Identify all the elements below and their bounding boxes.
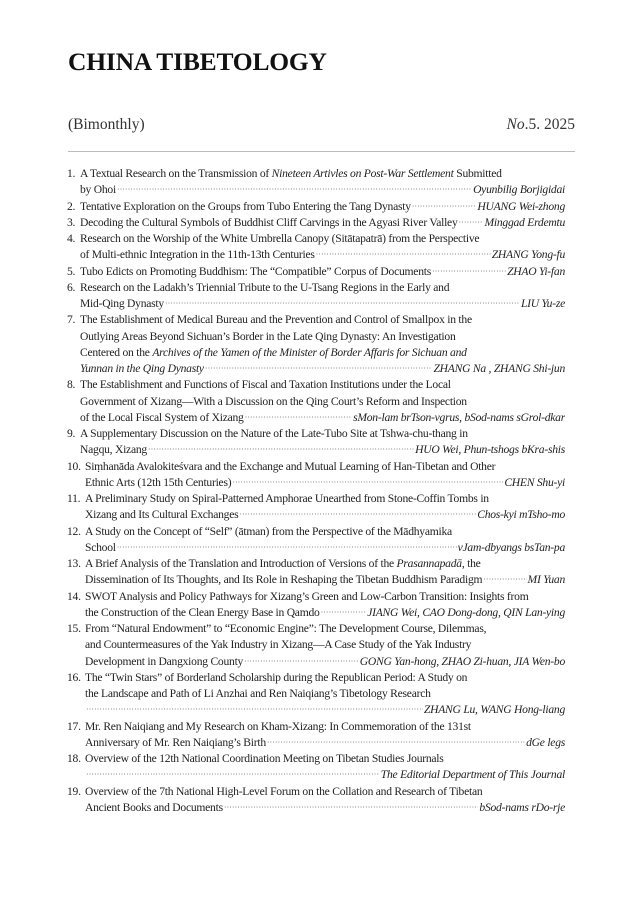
entry-title-text: [80, 231, 479, 247]
title-segment: The Establishment of Medical Bureau and the Prevention and Control of Smallpox in the: [80, 313, 472, 327]
entry-author: LIU Yu-ze: [520, 297, 565, 310]
entry-number: 17.: [67, 719, 81, 733]
entry-title-text: [85, 735, 266, 751]
entry-title-text: [85, 751, 444, 767]
title-segment: Anniversary of Mr. Ren Naiqiang’s Birth: [85, 735, 266, 749]
table-of-contents: [67, 166, 565, 816]
entry-title-text: [85, 524, 452, 540]
title-segment: of the Local Fiscal System of Xizang: [80, 410, 244, 424]
entry-line: [80, 215, 565, 231]
title-segment: Outlying Areas Beyond Sichuan’s Border in the Late Qing Dynasty: An Investigation: [80, 329, 456, 343]
entry-number: 12.: [67, 524, 81, 538]
entry-author: bSod-nams rDo-rje: [479, 800, 565, 814]
title-segment: A Supplementary Discussion on the Nature of the Late-Tubo Site at Tshwa-chu-thang in: [80, 427, 468, 440]
issue-number: [507, 116, 575, 134]
entry-line: [80, 345, 565, 361]
title-segment: Research on the Ladakh’s Triennial Tribute to the U-Tsang Regions in the Early and: [80, 280, 450, 294]
entry-line: [85, 670, 565, 686]
entry-author: HUANG Wei-zhong: [477, 199, 565, 213]
entry-line: [85, 637, 565, 653]
title-segment: A Study on the Concept of “Self” (ātman) from the Perspective of the Mādhyamika: [85, 524, 452, 538]
dot-leader: [117, 540, 457, 556]
title-segment: A Textual Research on the Transmission of: [80, 167, 272, 180]
entry-title-text: [85, 719, 471, 735]
entry-title-text: [85, 572, 482, 588]
toc-entry[interactable]: [67, 264, 565, 280]
entry-number: 18.: [67, 752, 81, 765]
entry-title-text: [85, 800, 223, 816]
entry-author: sMon-lam brTson-vgrus, bSod-nams sGrol-dkar: [353, 410, 565, 424]
entry-author: Minggad Erdemtu: [484, 215, 565, 229]
entry-title-text: [80, 247, 315, 263]
entry-line: [85, 605, 565, 621]
entry-title-text: [80, 426, 468, 442]
title-segment: Nagqu, Xizang: [80, 443, 147, 457]
entry-title-text: [80, 215, 458, 231]
entry-author: HUO Wei, Phun-tshogs bKra-shis: [415, 443, 565, 457]
entry-line: [80, 247, 565, 263]
entry-line: [80, 199, 565, 215]
entry-author: vJam-dbyangs bsTan-pa: [457, 540, 565, 554]
entry-title-text: [85, 621, 486, 637]
entry-title-text: [80, 410, 244, 426]
entry-title-text: [85, 637, 471, 653]
header-divider: [68, 151, 575, 152]
dot-leader: [117, 182, 472, 198]
entry-line: [85, 524, 565, 540]
dot-leader: [165, 296, 520, 312]
title-segment: Siṃhanāda Avalokiteśvara and the Exchange and Mutual Learning of Han-Tibetan and Other: [85, 459, 496, 473]
entry-title-text: [85, 540, 116, 556]
entry-title-text: [85, 784, 482, 800]
italic-title-segment: Nineteen Artivles on Post-War Settlement: [271, 167, 454, 180]
entry-title-text: [80, 264, 431, 280]
title-segment: , the: [461, 557, 481, 570]
dot-leader: [86, 767, 380, 783]
title-segment: From “Natural Endowment” to “Economic Engine”: The Development Course, Dilemmas,: [85, 622, 487, 635]
entry-title-text: [80, 280, 449, 296]
entry-number: 2.: [67, 199, 76, 213]
entry-title-text: [80, 345, 467, 361]
toc-entry[interactable]: [67, 556, 565, 589]
entry-title-text: [80, 377, 451, 393]
dot-leader: [245, 410, 353, 426]
entry-title-text: [85, 556, 481, 572]
dot-leader: [86, 702, 423, 718]
title-segment: Submitted: [453, 167, 502, 180]
title-segment: A Preliminary Study on Spiral-Patterned Amphorae Unearthed from Stone-Coffin Tombs in: [85, 492, 489, 505]
toc-entry[interactable]: [67, 524, 565, 557]
entry-number: 5.: [67, 264, 76, 278]
entry-line: [85, 621, 565, 637]
title-segment: Development in Dangxiong County: [85, 654, 244, 668]
journal-title: CHINA TIBETOLOGY: [68, 47, 327, 76]
italic-title-segment: Prasannapadā: [396, 557, 462, 570]
entry-title-text: [85, 491, 489, 507]
entry-line: [85, 686, 565, 702]
dot-leader: [244, 654, 359, 670]
entry-line: [80, 280, 565, 296]
title-segment: the Construction of the Clean Energy Base in Qamdo: [85, 605, 320, 619]
title-segment: Dissemination of Its Thoughts, and Its Role in Reshaping the Tibetan Buddhism Paradigm: [85, 573, 483, 587]
entry-line: [80, 426, 565, 442]
entry-title-text: [80, 166, 502, 182]
entry-title-text: [85, 459, 495, 475]
title-segment: of Multi-ethnic Integration in the 11th-13th Centuries: [80, 248, 315, 262]
entry-line: [80, 442, 565, 458]
entry-title-text: [85, 605, 320, 621]
title-segment: The “Twin Stars” of Borderland Scholarship during the Republican Period: A Study on: [85, 670, 468, 684]
toc-entry[interactable]: [67, 280, 565, 313]
dot-leader: [459, 215, 484, 231]
entry-author: CHEN Shu-yi: [504, 475, 565, 489]
dot-leader: [232, 475, 503, 491]
entry-number: 11.: [67, 492, 81, 505]
entry-title-text: [85, 475, 231, 491]
entry-line: [80, 182, 565, 198]
italic-title-segment: Archives of the Yamen of the Minister of Border Affaris for Sichuan and: [152, 345, 467, 359]
dot-leader: [205, 361, 433, 377]
title-segment: A Brief Analysis of the Translation and Introduction of Versions of the: [85, 557, 397, 570]
entry-line: [85, 784, 565, 800]
toc-entry[interactable]: [67, 751, 565, 784]
dot-leader: [239, 507, 476, 523]
dot-leader: [432, 264, 506, 280]
title-segment: Overview of the 7th National High-Level Forum on the Collation and Research of Tibetan: [85, 784, 483, 798]
entry-number: 16.: [67, 670, 81, 684]
entry-line: [85, 540, 565, 556]
entry-number: 14.: [67, 589, 81, 603]
title-segment: Ethnic Arts (12th 15th Centuries): [85, 475, 232, 489]
entry-title-text: [80, 329, 456, 345]
entry-line: [80, 231, 565, 247]
entry-line: [85, 767, 565, 783]
entry-line: [85, 751, 565, 767]
title-segment: the Landscape and Path of Li Anzhai and Ren Naiqiang’s Tibetology Research: [85, 687, 431, 700]
title-segment: Tubo Edicts on Promoting Buddhism: The “Compatible” Corpus of Documents: [80, 264, 431, 278]
entry-line: [85, 507, 565, 523]
title-segment: Overview of the 12th National Coordination Meeting on Tibetan Studies Journals: [85, 752, 444, 765]
entry-title-text: [85, 670, 467, 686]
entry-line: [85, 491, 565, 507]
entry-title-text: [80, 394, 467, 410]
issue-info-row: [68, 116, 575, 134]
issue-prefix: No: [506, 116, 525, 133]
toc-entry[interactable]: [67, 312, 565, 377]
entry-title-text: [80, 312, 472, 328]
dot-leader: [267, 735, 525, 751]
toc-entry[interactable]: [67, 670, 565, 719]
dot-leader: [412, 199, 477, 215]
entry-line: [80, 264, 565, 280]
entry-title-text: [85, 686, 431, 702]
toc-entry[interactable]: [67, 459, 565, 492]
toc-entry[interactable]: [67, 784, 565, 817]
entry-number: 3.: [67, 215, 76, 229]
entry-line: [85, 572, 565, 588]
dot-leader: [321, 605, 367, 621]
entry-number: 9.: [67, 427, 76, 440]
entry-author: The Editorial Department of This Journal: [380, 768, 565, 782]
toc-entry[interactable]: [67, 199, 565, 215]
title-segment: Decoding the Cultural Symbols of Buddhist Cliff Carvings in the Agyasi River Valley: [80, 215, 458, 229]
entry-line: [80, 329, 565, 345]
entry-author: MI Yuan: [527, 573, 565, 587]
entry-line: [85, 735, 565, 751]
entry-number: 7.: [67, 313, 76, 327]
entry-number: 6.: [67, 280, 76, 294]
title-segment: Government of Xizang—With a Discussion on the Qing Court’s Reform and Inspection: [80, 394, 467, 408]
dot-leader: [148, 442, 414, 458]
entry-number: 4.: [67, 232, 76, 245]
toc-entry[interactable]: [67, 426, 565, 459]
entry-author: Chos-kyi mTsho-mo: [477, 508, 565, 522]
title-segment: Xizang and Its Cultural Exchanges: [85, 508, 239, 522]
title-segment: Mid-Qing Dynasty: [80, 297, 164, 310]
dot-leader: [483, 572, 526, 588]
entry-line: [85, 459, 565, 475]
toc-entry[interactable]: [67, 719, 565, 752]
entry-title-text: [80, 361, 204, 377]
entry-line: [85, 556, 565, 572]
entry-number: 10.: [67, 459, 81, 473]
entry-line: [85, 702, 565, 718]
toc-entry[interactable]: [67, 166, 565, 199]
entry-line: [80, 361, 565, 377]
entry-number: 15.: [67, 622, 81, 635]
entry-author: JIANG Wei, CAO Dong-dong, QIN Lan-ying: [367, 605, 565, 619]
entry-title-text: [80, 182, 116, 198]
title-segment: The Establishment and Functions of Fiscal and Taxation Institutions under the Local: [80, 378, 451, 392]
issue-rest: .5. 2025: [524, 116, 575, 133]
dot-leader: [224, 800, 479, 816]
toc-entry[interactable]: [67, 215, 565, 231]
entry-line: [80, 410, 565, 426]
title-segment: Ancient Books and Documents: [85, 800, 223, 814]
entry-author: Oyunbilig Borjigidai: [473, 183, 565, 197]
entry-title-text: [80, 442, 147, 458]
entry-title-text: [85, 654, 243, 670]
entry-number: 8.: [67, 378, 76, 392]
title-segment: Mr. Ren Naiqiang and My Research on Kham-Xizang: In Commemoration of the 131st: [85, 719, 471, 733]
publication-frequency: (Bimonthly): [68, 116, 145, 133]
toc-entry[interactable]: [67, 377, 565, 426]
entry-title-text: [80, 296, 164, 312]
entry-author: GONG Yan-hong, ZHAO Zi-huan, JIA Wen-bo: [359, 654, 565, 668]
title-segment: SWOT Analysis and Policy Pathways for Xizang’s Green and Low-Carbon Transition: Insights from: [85, 589, 529, 603]
entry-line: [80, 296, 565, 312]
entry-line: [80, 394, 565, 410]
toc-entry[interactable]: [67, 621, 565, 670]
italic-title-segment: Yunnan in the Qing Dynasty: [80, 362, 204, 375]
entry-line: [80, 377, 565, 393]
entry-line: [85, 475, 565, 491]
title-segment: and Countermeasures of the Yak Industry in Xizang—A Case Study of the Yak Industry: [85, 638, 472, 652]
entry-author: ZHANG Lu, WANG Hong-liang: [423, 703, 565, 717]
title-segment: Research on the Worship of the White Umbrella Canopy (Sitātapatrā) from the Perspective: [80, 232, 480, 245]
entry-line: [80, 312, 565, 328]
entry-line: [85, 654, 565, 670]
title-segment: by Ohoi: [80, 183, 116, 197]
entry-title-text: [85, 507, 238, 523]
title-segment: Tentative Exploration on the Groups from Tubo Entering the Tang Dynasty: [80, 199, 411, 213]
entry-line: [85, 719, 565, 735]
entry-title-text: [80, 199, 411, 215]
entry-line: [85, 589, 565, 605]
toc-entry[interactable]: [67, 589, 565, 622]
entry-author: ZHAO Yi-fan: [507, 264, 565, 278]
dot-leader: [316, 247, 491, 263]
title-segment: Centered on the: [80, 345, 153, 359]
entry-title-text: [85, 589, 528, 605]
title-segment: School: [85, 540, 116, 554]
entry-number: 13.: [67, 557, 81, 570]
toc-entry[interactable]: [67, 491, 565, 524]
entry-line: [85, 800, 565, 816]
entry-author: ZHANG Na , ZHANG Shi-jun: [433, 362, 565, 375]
entry-author: dGe legs: [526, 735, 565, 749]
entry-line: [80, 166, 565, 182]
entry-number: 1.: [67, 167, 76, 180]
toc-entry[interactable]: [67, 231, 565, 264]
entry-number: 19.: [67, 784, 81, 798]
entry-author: ZHANG Yong-fu: [491, 248, 565, 262]
